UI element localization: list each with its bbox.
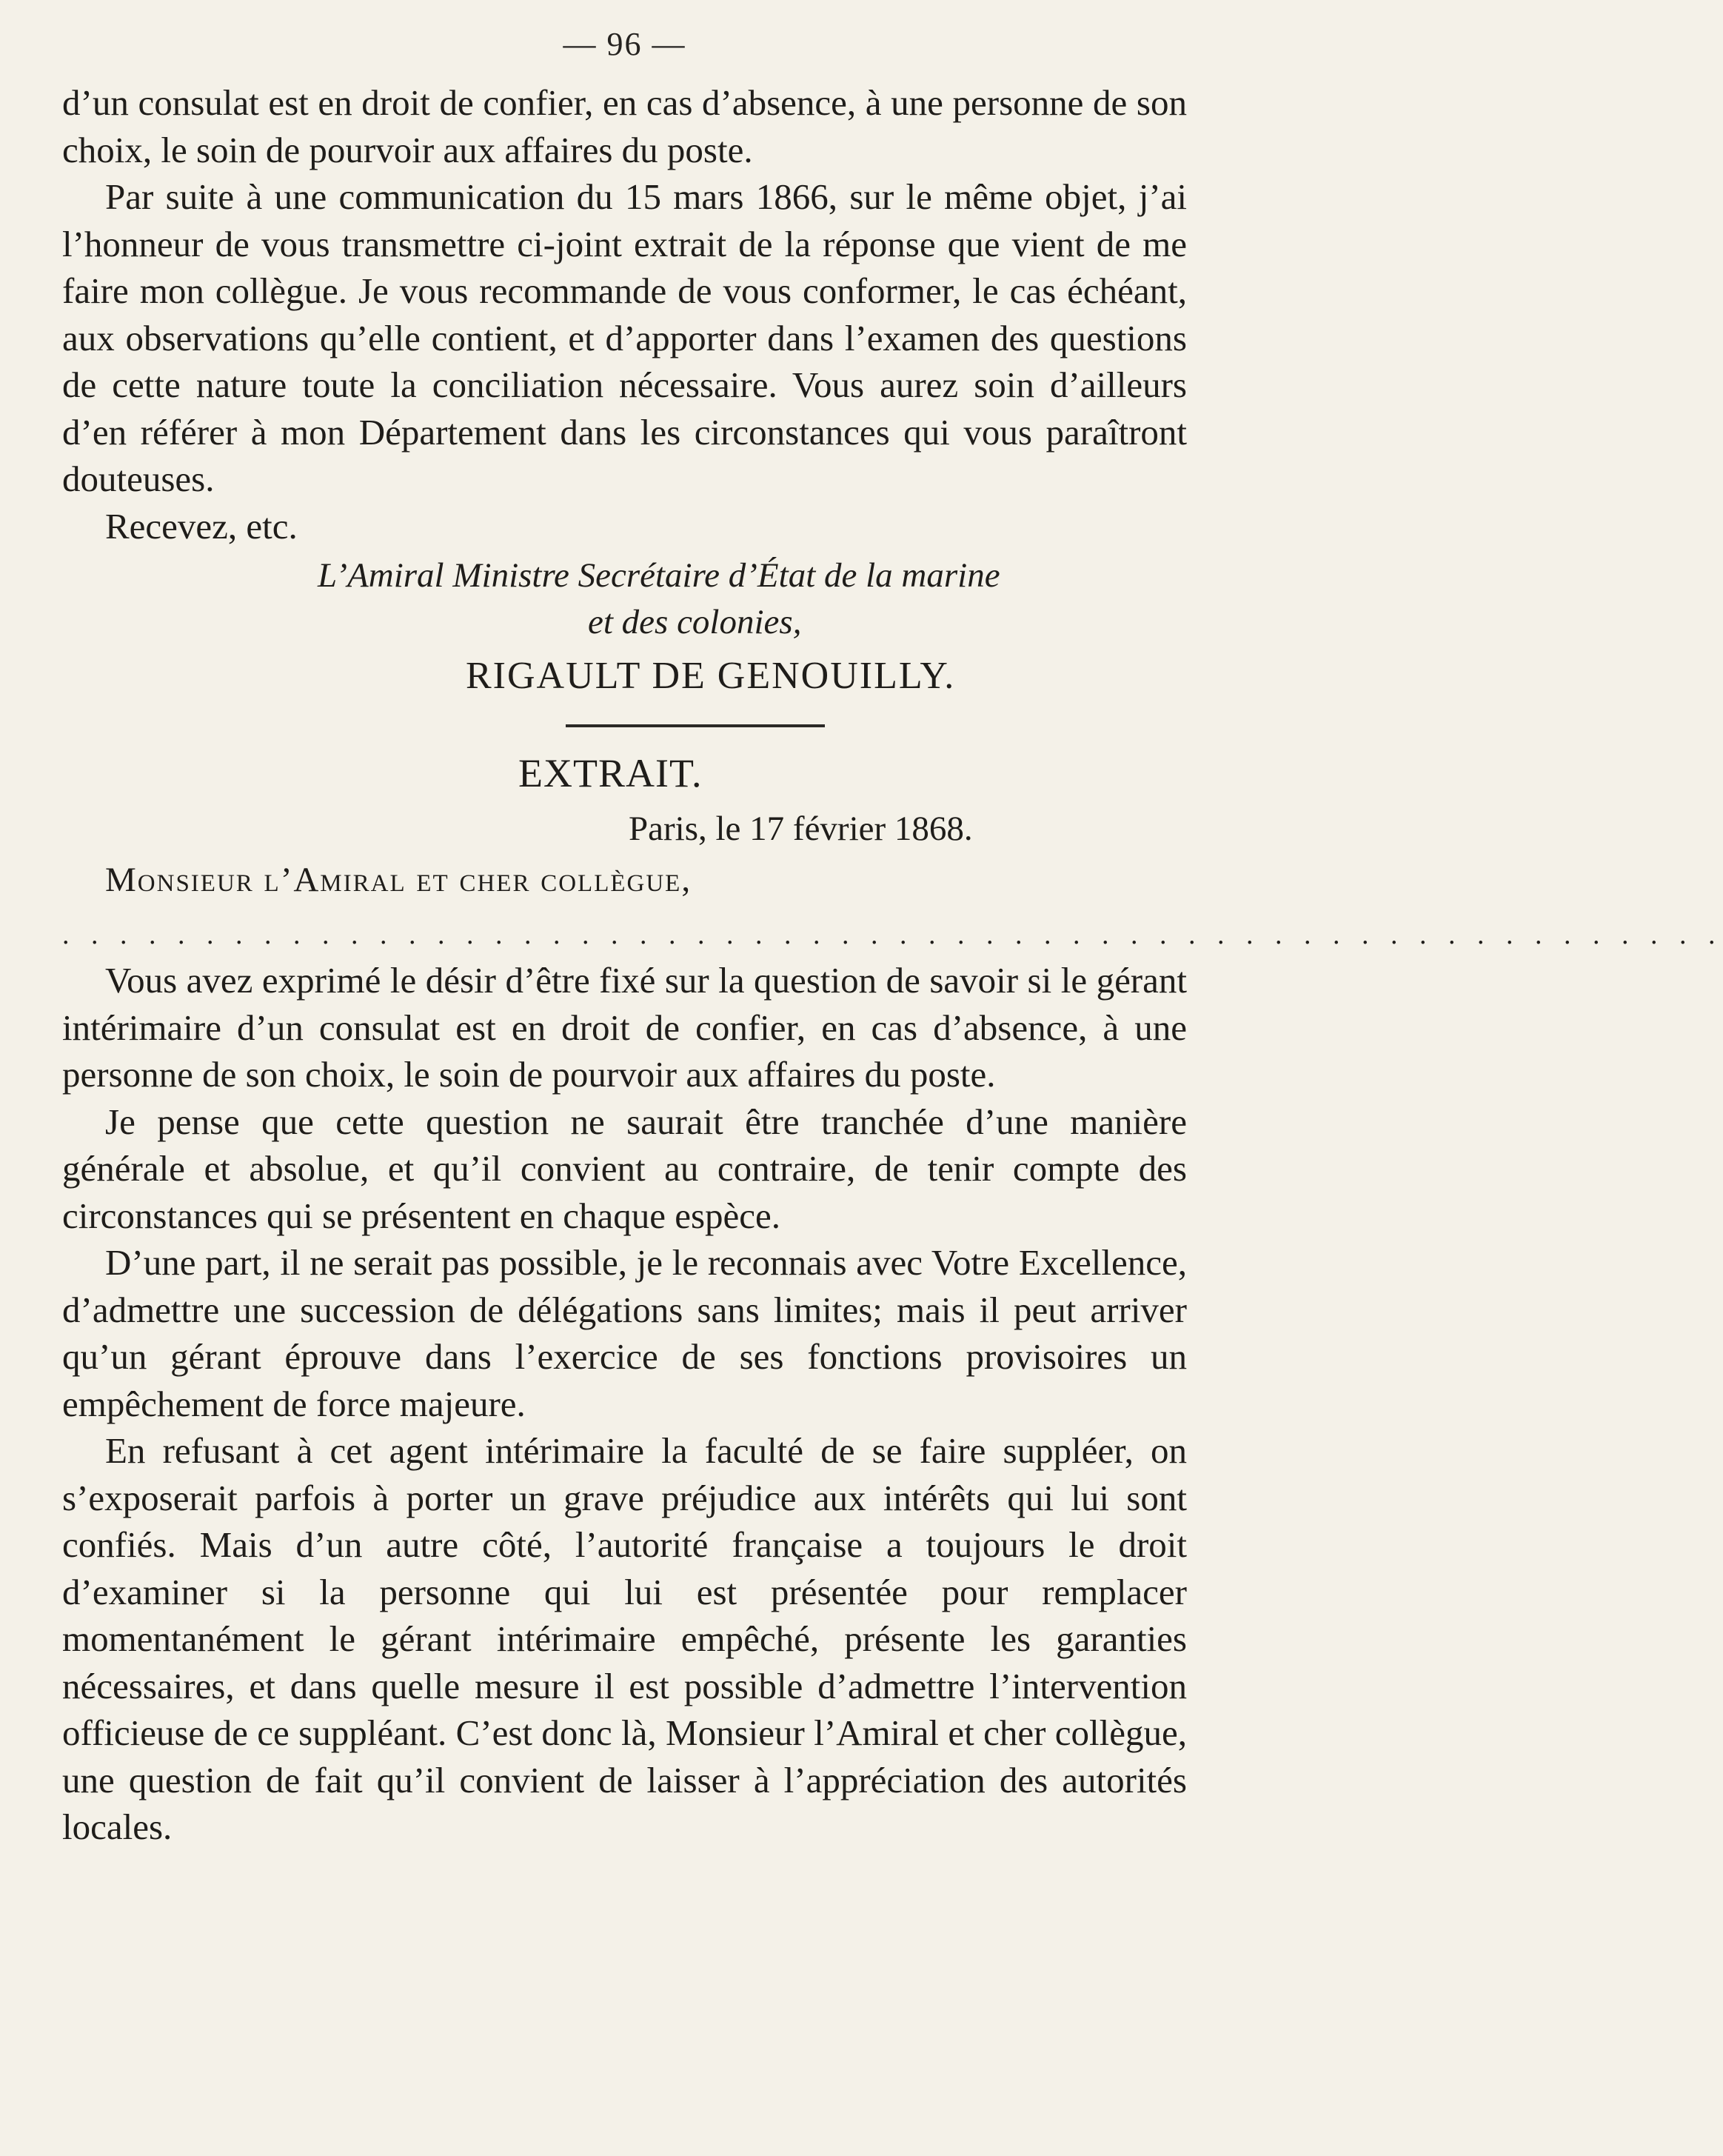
page-number: — 96 —: [563, 26, 686, 62]
extract-paragraph: D’une part, il ne serait pas possible, je le reconnais avec Votre Excellence, d’admettre une succession de délégations sans limites; mais il peut arriver qu’un gérant éprouve dans l’exercice de ses fonctions provisoires un empêchement de force majeure.: [62, 1242, 1187, 1424]
signatory-title: L’Amiral Ministre Secrétaire d’État de la marine: [318, 556, 1000, 595]
signature-block: [62, 553, 1187, 702]
letter-body: [62, 79, 1187, 550]
extract-heading: EXTRAIT.: [518, 751, 703, 795]
extract-dateline: Paris, le 17 février 1868.: [629, 810, 973, 848]
extract-paragraph: Vous avez exprimé le désir d’être fixé sur la question de savoir si le gérant intérimaire d’un consulat est en droit de confier, en cas d’absence, à une personne de son choix, le soin de pourvoir aux affaires du poste.: [62, 960, 1187, 1095]
letter-paragraph: d’un consulat est en droit de confier, en cas d’absence, à une personne de son choix, le soin de pourvoir aux affaires du poste.: [62, 82, 1187, 170]
letter-closing: Recevez, etc.: [105, 505, 298, 547]
section-divider: [566, 724, 825, 727]
extract-salutation: Monsieur l’Amiral et cher collègue,: [105, 861, 692, 899]
signatory-name: RIGAULT DE GENOUILLY.: [466, 655, 956, 697]
extract-body: [62, 957, 1187, 1851]
extract-paragraph: En refusant à cet agent intérimaire la faculté de se faire suppléer, on s’exposerait parfois à porter un grave préjudice aux intérêts qui lui sont confiés. Mais d’un autre côté, l’autorité française a toujours le droit d’examiner si la personne qui lui est présentée pour remplacer momentanément le gérant intérimaire empêché, présente les garanties nécessaires, et dans quelle mesure il est possible d’admettre l’intervention officieuse de ce suppléant. C’est donc là, Monsieur l’Amiral et cher collègue, une question de fait qu’il convient de laisser à l’appréciation des autorités locales.: [62, 1430, 1187, 1847]
letter-paragraph: Par suite à une communication du 15 mars 1866, sur le même objet, j’ai l’honneur de vous transmettre ci-joint extrait de la réponse que vient de me faire mon collègue. Je vous recommande de vous conformer, le cas échéant, aux observations qu’elle contient, et d’apporter dans l’examen des questions de cette nature toute la conciliation nécessaire. Vous aurez soin d’ailleurs d’en référer à mon Département dans les circonstances qui vous paraîtront douteuses.: [62, 176, 1187, 499]
signatory-title-continued: et des colonies,: [588, 603, 802, 641]
ellipsis-dots: . . . . . . . . . . . . . . . . . . . . . . . . . . . . . . . . . . . . . . . . . . . . . . . . . . . . . . . . . .: [62, 919, 1723, 950]
extract-paragraph: Je pense que cette question ne saurait être tranchée d’une manière générale et absolue, et qu’il convient au contraire, de tenir compte des circonstances qui se présentent en chaque espèce.: [62, 1101, 1187, 1236]
